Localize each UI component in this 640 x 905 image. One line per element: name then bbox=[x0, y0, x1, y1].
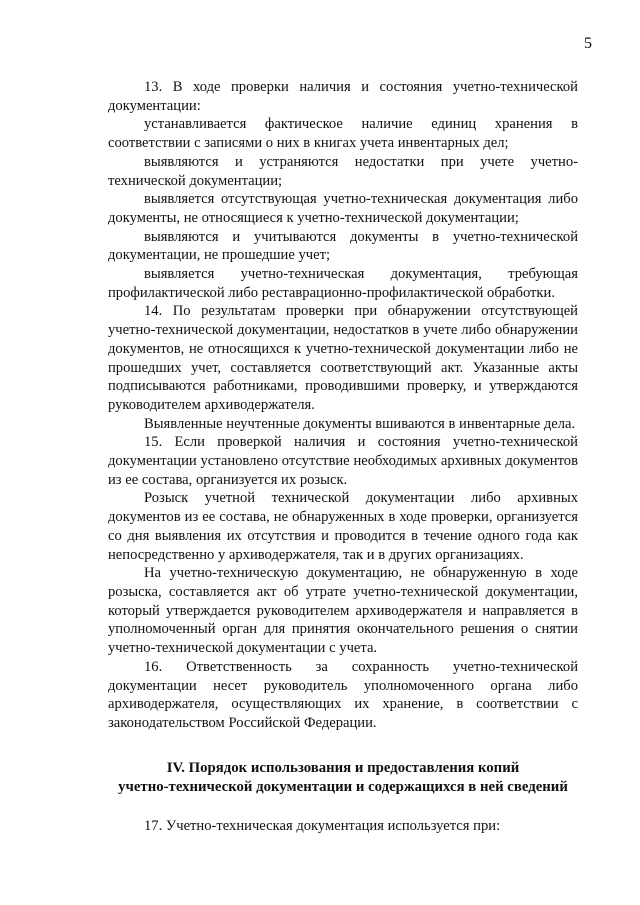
section-heading-line-1: IV. Порядок использования и предоставления копий bbox=[166, 759, 520, 776]
section-heading bbox=[108, 759, 578, 797]
paragraph-13-item-4: выявляются и учитываются документы в учетно-технической документации, не прошедшие учет; bbox=[108, 228, 578, 264]
paragraph-15-loss-act: На учетно-техническую документацию, не обнаруженную в ходе розыска, составляется акт об утрате учетно-технической документации, который утверждается руководителем архиводержателя и направляется в уполномоченный орган для принятия окончательного решения о снятии учетно-технической документации с учета. bbox=[108, 565, 578, 657]
paragraph-17: 17. Учетно-техническая документация используется при: bbox=[144, 817, 501, 834]
paragraph-15: 15. Если проверкой наличия и состояния учетно-технической документации установлено отсутствие необходимых архивных документов из ее состава, организуется их розыск. bbox=[108, 434, 578, 488]
paragraph-13-item-2: выявляются и устраняются недостатки при учете учетно-технической документации; bbox=[108, 153, 578, 189]
paragraph-15-search: Розыск учетной технической документации либо архивных документов из ее состава, не обнаруженных в ходе проверки, организуется со дня выявления их отсутствия и проводится в течение одного года как непосредственно у архиводержателя, так и в других организациях. bbox=[108, 490, 578, 563]
page-number: 5 bbox=[584, 35, 592, 52]
paragraph-16: 16. Ответственность за сохранность учетно-технической документации несет руководитель уполномоченного органа либо архиводержателя, осуществляющих их хранение, в соответствии с законодательством Российской Федерации. bbox=[108, 658, 578, 731]
paragraph-13-item-3: выявляется отсутствующая учетно-техническая документация либо документы, не относящиеся к учетно-технической документации; bbox=[108, 191, 578, 226]
paragraph-13-intro: 13. В ходе проверки наличия и состояния учетно-технической документации: bbox=[108, 79, 578, 114]
paragraph-14-note: Выявленные неучтенные документы вшиваются в инвентарные дела. bbox=[144, 415, 576, 432]
paragraph-13-item-1: устанавливается фактическое наличие единиц хранения в соответствии с записями о них в книгах учета инвентарных дел; bbox=[108, 116, 578, 152]
paragraph-13-item-5: выявляется учетно-техническая документация, требующая профилактической либо реставрационно-профилактической обработки. bbox=[108, 266, 578, 301]
section-heading-line-2: учетно-технической документации и содержащихся в ней сведений bbox=[118, 778, 568, 795]
document-body bbox=[108, 78, 578, 835]
paragraph-14: 14. По результатам проверки при обнаружении отсутствующей учетно-технической документации, недостатков в учете либо обнаружении документов, не относящихся к учетно-технической документации либо не прошедших учет, составляется соответствующий акт. Указанные акты подписываются работниками, проводившими проверку, и утверждаются руководителем архиводержателя. bbox=[108, 303, 578, 413]
